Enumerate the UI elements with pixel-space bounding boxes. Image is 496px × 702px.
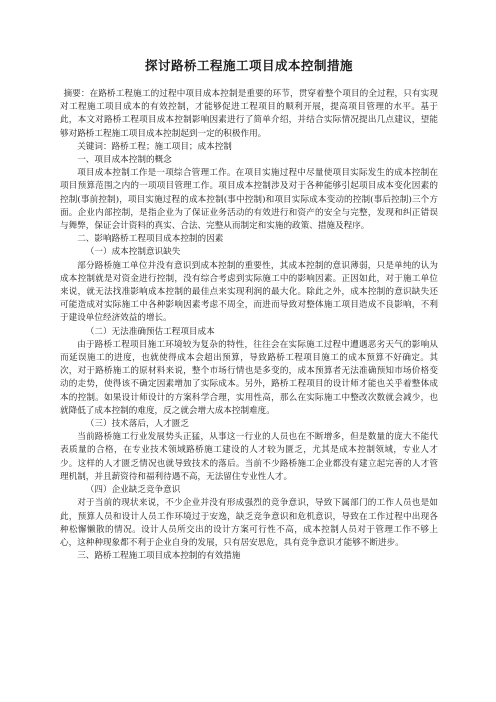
subsection-heading: （三）技术落后，人才匮乏 [85, 419, 189, 430]
body-paragraph: 由于路桥工程项目施工环境较为复杂的特性，往往会在实际施工过程中遭遇恶劣天气的影响从而延误施工的进度，也就使得成本会超出预算，导致路桥工程项目施工的成本预算不好确定。其次，对于路桥施工的原材料来说，整个市场行情也是多变的，成本预算者无法准确预知市场价格变动的走势，使得该不确定因素增加了实际成本。另外，路桥工程项目的设计师才能也关乎着整体成本的控制。如果设计师设计的方案科学合理，实用性高，那么在实际施工中整改次数就会减少，也就降低了成本控制的难度，反之就会增大成本控制难度。 [60, 339, 438, 416]
section-heading: 一、项目成本控制的概念 [77, 155, 172, 166]
body-paragraph: 部分路桥施工单位并没有意识到成本控制的重要性，其成本控制的意识薄弱，只是单纯的认为成本控制就是对资金进行控制，没有综合考虑到实际施工中的影响因素。正因如此，对于施工单位来说，就无法找准影响成本控制的最佳点来实现利润的最大化。除此之外，成本控制的意识缺失还可能造成对实际施工中各种影响因素考虑不周全，而进而导致对整体施工项目造成不良影响，不利于建设单位经济效益的增长。 [60, 260, 438, 324]
section-heading: 三、路桥工程施工项目成本控制的有效措施 [77, 551, 241, 562]
keywords-line: 关键词：路桥工程；施工项目；成本控制 [77, 141, 232, 152]
subsection-heading: （四）企业缺乏竞争意识 [85, 485, 181, 496]
section-heading: 二、影响路桥工程项目成本控制的因素 [77, 234, 224, 245]
document-body [60, 88, 438, 563]
document-title: 探讨路桥工程施工项目成本控制措施 [144, 58, 353, 73]
subsection-heading: （二）无法准确预估工程项目成本 [85, 326, 215, 337]
abstract-paragraph: 摘要：在路桥工程施工的过程中项目成本控制是重要的环节，贯穿着整个项目的全过程，只有实现对工程施工项目成本的有效控制，才能够促进工程项目的顺利开展，提高项目管理的水平。基于此，本文对路桥工程项目成本控制影响因素进行了简单介绍，并结合实际情况提出几点建议，望能够对路桥工程施工项目成本控制起到一定的积极作用。 [60, 89, 438, 139]
body-paragraph: 项目成本控制工作是一项综合管理工作。在项目实施过程中尽量使项目实际发生的成本控制在项目预算范围之内的一项项目管理工作。项目成本控制涉及对于各种能够引起项目成本变化因素的控制(事前控制)，项目实施过程的成本控制(事中控制)和项目实际成本变动的控制(事后控制)三个方面。企业内部控制，是指企业为了保证业务活动的有效进行和资产的安全与完整，发现和纠正错误与舞弊，保证会计资料的真实、合法、完整从而制定和实施的政策、措施及程序。 [60, 168, 438, 232]
body-paragraph: 对于当前的现状来说，不少企业并没有形成强烈的竞争意识，导致下属部门的工作人员也是如此，预算人员和设计人员工作环境过于安逸，缺乏竞争意识和危机意识，导致在工作过程中出现各种松懈懒散的情况。设计人员所交出的设计方案可行性不高，成本控制人员对于管理工作不够上心，这种种现象都不利于企业自身的发展，只有居安思危，具有竞争意识才能够不断进步。 [60, 498, 438, 548]
paragraph-list [60, 154, 438, 563]
body-paragraph: 当前路桥施工行业发展势头正猛，从事这一行业的人员也在不断增多，但是数量的庞大不能代表质量的合格，在专业技术领域路桥施工建设的人才较为匮乏，尤其是成本控制领域，专业人才少。这样的人才匮乏情况也就导致技术的落后。当前不少路桥施工企业都没有建立起完善的人才管理机制，并且薪资待和福利待遇不高，无法留住专业性人才。 [60, 432, 438, 482]
subsection-heading: （一）成本控制意识缺失 [85, 247, 181, 258]
